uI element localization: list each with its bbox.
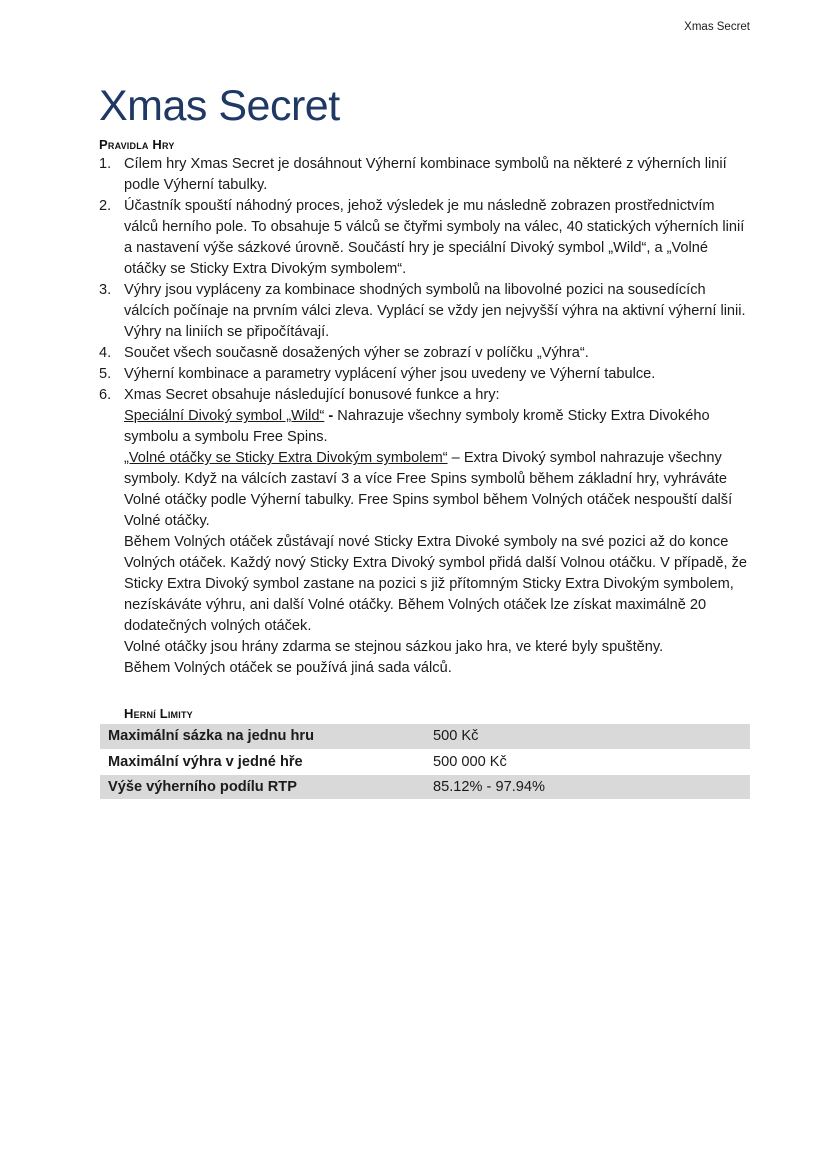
limit-value-cell: 500 000 Kč	[425, 749, 750, 774]
rule-text: Součet všech současně dosažených výher se zobrazí v políčku „Výhra“.	[124, 345, 589, 362]
wild-feature-text: Nahrazuje všechny symboly kromě Sticky Extra Divokého symbolu a symbolu Free Spins.	[124, 408, 710, 446]
limit-label-cell: Maximální sázka na jednu hru	[100, 724, 425, 749]
freespins-feature-label: „Volné otáčky se Sticky Extra Divokým symbolem“	[124, 450, 448, 467]
wild-feature-label: Speciální Divoký symbol „Wild“	[124, 408, 325, 425]
limits-table-row	[100, 749, 750, 774]
rule-number: 5.	[99, 366, 112, 383]
rule-item-2	[99, 196, 750, 280]
limits-section	[99, 706, 750, 800]
document-content	[99, 0, 750, 800]
wild-feature-dash: -	[324, 408, 338, 425]
rule-item-4	[99, 343, 750, 364]
rule-number: 3.	[99, 282, 112, 299]
limit-label-cell: Maximální výhra v jedné hře	[100, 749, 425, 774]
rules-heading: Pravidla Hry	[99, 137, 175, 153]
limit-value-cell: 500 Kč	[425, 724, 750, 749]
freespins-feature-paragraph	[124, 448, 750, 532]
page-header-text: Xmas Secret	[684, 21, 750, 33]
document-title: Xmas Secret	[99, 82, 340, 130]
freespins-feature-text: – Extra Divoký symbol nahrazuje všechny symboly. Když na válcích zastaví 3 a více Free Spins symbolů během základní hry, vyhráváte Volné otáčky podle Výherní tabulky. Free Spins symbol během Volných otáček nespouští další Volné otáčky.	[124, 450, 733, 530]
rules-list	[99, 154, 750, 679]
rule-text: Xmas Secret obsahuje následující bonusové funkce a hry:	[124, 387, 500, 404]
rule-text: Cílem hry Xmas Secret je dosáhnout Výherní kombinace symbolů na některé z výherních linií podle Výherní tabulky.	[124, 156, 727, 194]
wild-feature-paragraph	[124, 406, 750, 448]
limits-table	[100, 724, 750, 800]
limits-table-row	[100, 724, 750, 749]
same-bet-paragraph: Volné otáčky jsou hrány zdarma se stejnou sázkou jako hra, ve které byly spuštěny.	[124, 639, 664, 656]
reel-set-paragraph: Během Volných otáček se používá jiná sada válců.	[124, 660, 452, 677]
rule-item-6-body	[124, 385, 750, 679]
rule-item-5	[99, 364, 750, 385]
rule-number: 4.	[99, 345, 112, 362]
limit-value-cell: 85.12% - 97.94%	[425, 774, 750, 799]
rule-text: Účastník spouští náhodný proces, jehož výsledek je mu následně zobrazen prostřednictvím válců herního pole. To obsahuje 5 válců se čtyřmi symboly na válec, 40 statických výherních linií a nastavení výše sázkové úrovně. Součástí hry je speciální Divoký symbol „Wild“, a „Volné otáčky se Sticky Extra Divokým symbolem“.	[124, 198, 745, 278]
rule-number: 1.	[99, 156, 112, 173]
rule-text: Výhry jsou vypláceny za kombinace shodných symbolů na libovolné pozici na sousedících válcích počínaje na prvním válci zleva. Vyplácí se vždy jen nejvyšší výhra na aktivní výherní linii. Výhry na liniích se připočítávají.	[124, 282, 746, 341]
rule-item-1	[99, 154, 750, 196]
sticky-wild-paragraph: Během Volných otáček zůstávají nové Sticky Extra Divoké symboly na své pozici až do konce Volných otáček. Každý nový Sticky Extra Divoký symbol přidá další Volnou otáčku. V případě, že Sticky Extra Divoký symbol zastane na pozici s již přítomným Sticky Extra Divokým symbolem, nezískáváte výhru, ani další Volné otáčky. Během Volných otáček lze získat maximálně 20 dodatečných volných otáček.	[124, 534, 747, 635]
limit-label-cell: Výše výherního podílu RTP	[100, 774, 425, 799]
rule-item-6	[99, 385, 750, 679]
limits-heading: Herní Limity	[124, 706, 193, 722]
rule-number: 6.	[99, 387, 112, 404]
rule-number: 2.	[99, 198, 112, 215]
rule-item-3	[99, 280, 750, 343]
limits-table-row	[100, 774, 750, 799]
rule-text: Výherní kombinace a parametry vyplácení výher jsou uvedeny ve Výherní tabulce.	[124, 366, 656, 383]
